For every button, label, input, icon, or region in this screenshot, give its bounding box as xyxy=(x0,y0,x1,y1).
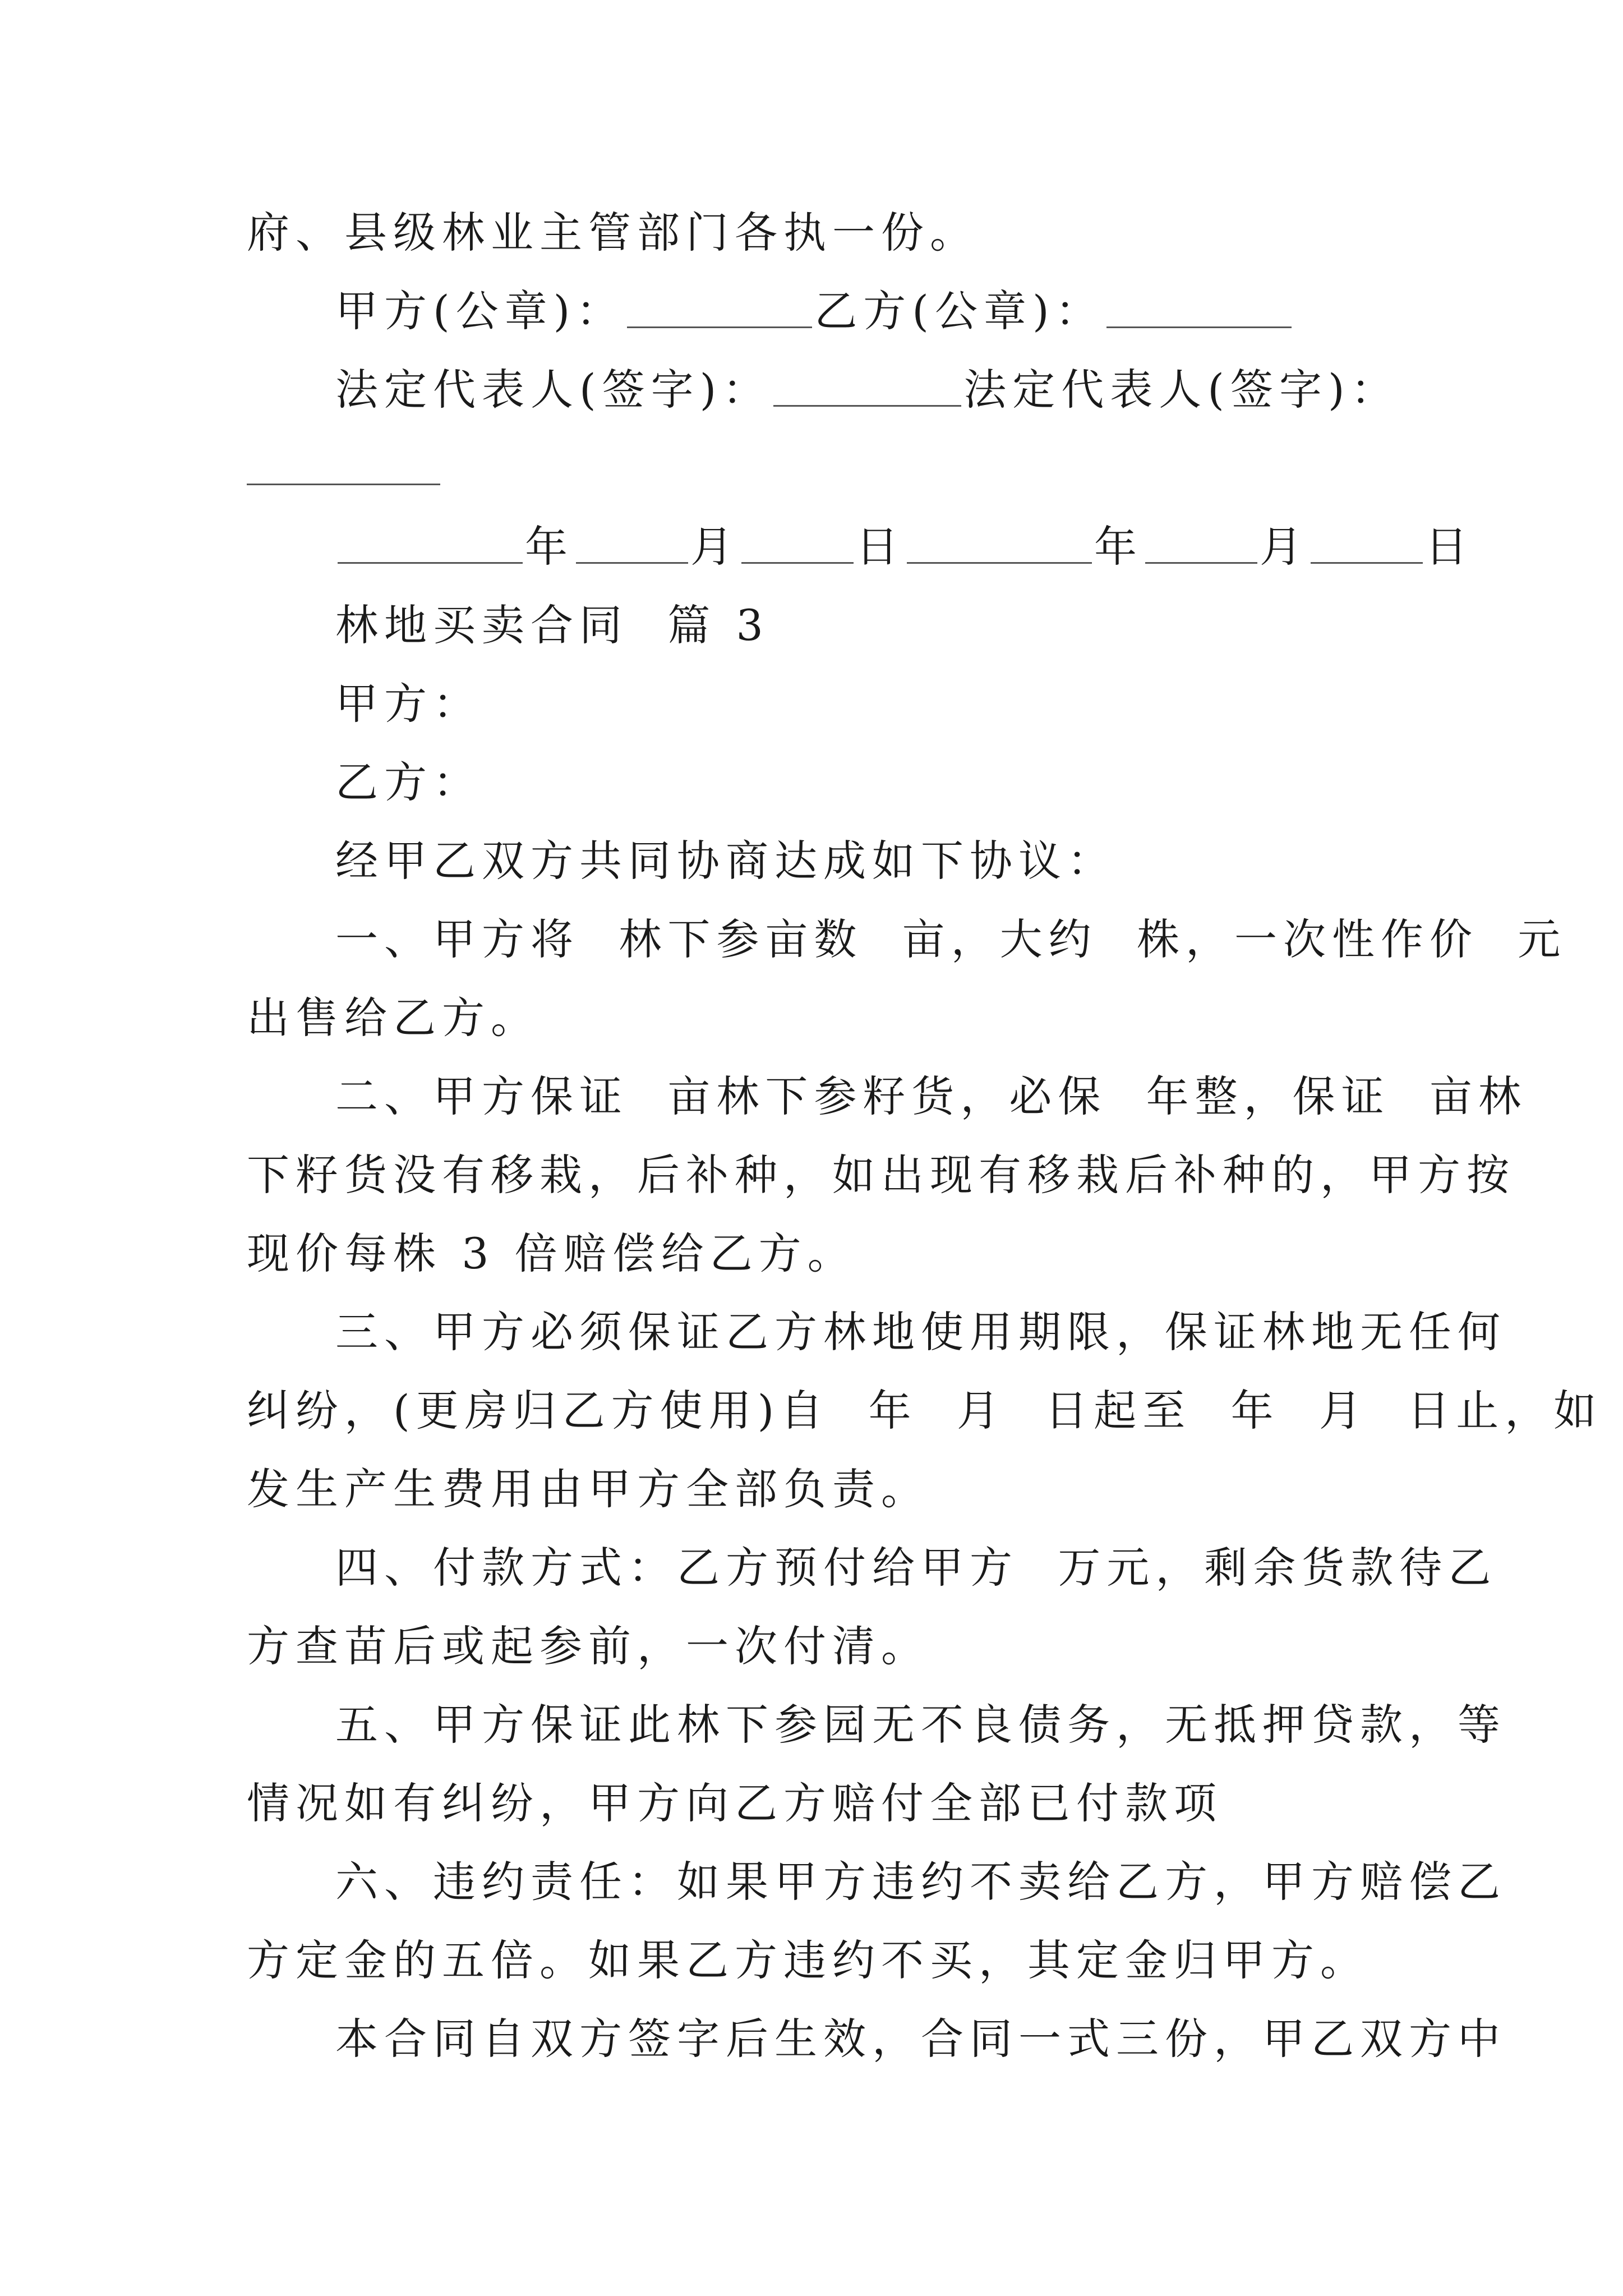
clause-2-line-2: 下籽货没有移栽，后补种，如出现有移栽后补种的，甲方按 xyxy=(247,1150,1515,1200)
party-b-label: 乙方： xyxy=(335,757,482,807)
seal-blank-b xyxy=(1106,287,1292,328)
clause-2-line-1: 二、甲方保证 亩林下参籽货，必保 年整，保证 亩林 xyxy=(335,1071,1527,1121)
date-year-a: 年 xyxy=(525,522,574,572)
clause-2-line-3: 现价每株 3 倍赔偿给乙方。 xyxy=(247,1228,856,1278)
date-year-b: 年 xyxy=(1094,522,1143,572)
rep-label-b: 法定代表人(签字)： xyxy=(963,365,1400,415)
intro-line: 经甲乙双方共同协商达成如下协议： xyxy=(335,836,1116,886)
date-blank-month-b xyxy=(1145,523,1257,564)
date-day-b: 日 xyxy=(1425,522,1474,572)
clause-4-line-1: 四、付款方式：乙方预付给甲方 万元，剩余货款待乙 xyxy=(335,1543,1497,1593)
clause-3-line-1: 三、甲方必须保证乙方林地使用期限，保证林地无任何 xyxy=(335,1307,1506,1357)
clause-5-line-1: 五、甲方保证此林下参园无不良债务，无抵押贷款，等 xyxy=(335,1700,1506,1750)
clause-3-line-2: 纠纷，(更房归乙方使用)自 年 月 日起至 年 月 日止，如 xyxy=(247,1386,1603,1435)
representative-line xyxy=(0,351,1623,429)
clause-6-line-1: 六、违约责任：如果甲方违约不卖给乙方，甲方赔偿乙 xyxy=(335,1857,1506,1907)
rep-tail-line xyxy=(0,429,1623,508)
party-a-label: 甲方： xyxy=(335,679,482,729)
paragraph-line: 府、县级林业主管部门各执一份。 xyxy=(247,208,979,257)
section-title: 林地买卖合同 篇 3 xyxy=(335,600,769,650)
seal-blank-a xyxy=(627,287,812,328)
seal-label-b: 乙方(公章)： xyxy=(814,286,1104,336)
date-blank-year-b xyxy=(907,523,1092,564)
date-day-a: 日 xyxy=(856,522,905,572)
rep-label-a: 法定代表人(签字)： xyxy=(335,365,772,415)
date-blank-year-a xyxy=(338,523,523,564)
rep-blank-a xyxy=(773,366,961,407)
date-blank-day-a xyxy=(741,523,854,564)
seal-line xyxy=(0,272,1623,351)
clause-1-line-1: 一、甲方将 林下参亩数 亩，大约 株，一次性作价 元 xyxy=(335,914,1567,964)
seal-label-a: 甲方(公章)： xyxy=(335,286,625,336)
clause-3-line-3: 发生产生费用由甲方全部负责。 xyxy=(247,1464,930,1514)
clause-1-line-2: 出售给乙方。 xyxy=(247,993,540,1043)
date-blank-day-b xyxy=(1311,523,1423,564)
date-blank-month-a xyxy=(576,523,688,564)
rep-blank-b xyxy=(247,444,440,485)
closing-line-1: 本合同自双方签字后生效，合同一式三份，甲乙双方中 xyxy=(335,2014,1506,2064)
clause-6-line-2: 方定金的五倍。如果乙方违约不买，其定金归甲方。 xyxy=(247,1935,1369,1985)
date-month-a: 月 xyxy=(690,522,739,572)
clause-5-line-2: 情况如有纠纷，甲方向乙方赔付全部已付款项 xyxy=(247,1778,1223,1828)
date-line xyxy=(0,508,1623,586)
clause-4-line-2: 方查苗后或起参前，一次付清。 xyxy=(247,1621,930,1671)
date-month-b: 月 xyxy=(1260,522,1308,572)
